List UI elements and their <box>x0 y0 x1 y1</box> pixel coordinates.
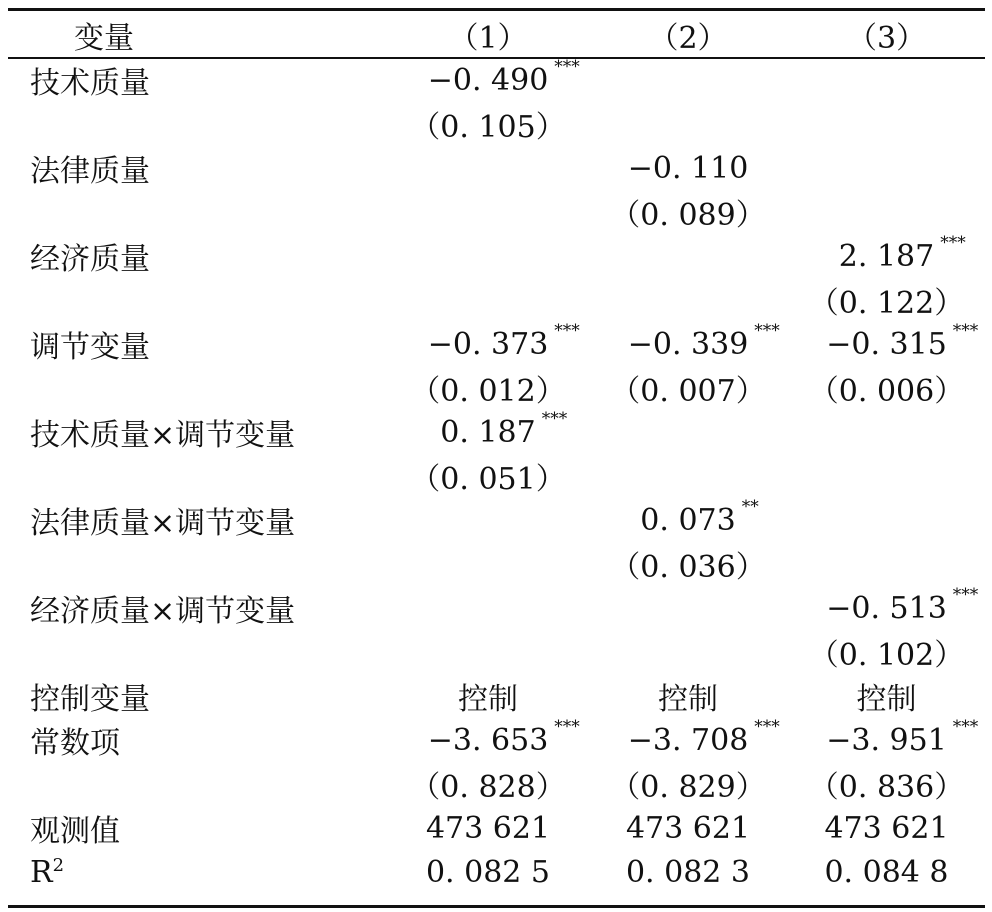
observations-cell: 473 621 <box>824 810 949 846</box>
coef-value <box>427 320 580 362</box>
row-label-empty <box>8 762 388 806</box>
significance-stars: *** <box>940 232 966 253</box>
se-cell <box>588 278 788 322</box>
coef-value <box>627 716 780 758</box>
coef-cell <box>788 322 985 366</box>
coef-cell <box>388 234 588 278</box>
coef-value <box>440 408 568 450</box>
coef-cell <box>388 146 588 190</box>
r-squared-cell: 0. 082 5 <box>425 854 551 890</box>
coef-cell <box>788 718 985 762</box>
coef-cell <box>588 498 788 542</box>
significance-stars: *** <box>541 408 568 429</box>
coef-row <box>8 586 985 630</box>
r-squared-label: R <box>30 854 53 890</box>
r-squared-cell: 0. 084 8 <box>824 854 949 890</box>
significance-stars: *** <box>952 716 979 737</box>
header-row <box>8 11 985 58</box>
row-label-empty <box>8 102 388 146</box>
row-label: 技术质量×调节变量 <box>30 418 296 453</box>
se-cell: （0. 051） <box>410 462 566 497</box>
se-row <box>8 542 985 586</box>
constant-se-row <box>8 762 985 806</box>
coef-text: −3. 708 <box>627 722 749 758</box>
se-cell <box>388 190 588 234</box>
observations-cell: 473 621 <box>425 810 551 846</box>
coef-cell <box>788 410 985 454</box>
regression-table <box>8 11 985 894</box>
row-label: 法律质量 <box>30 154 150 189</box>
row-label-empty <box>8 278 388 322</box>
coef-value <box>838 232 966 274</box>
coef-text: 0. 187 <box>440 414 536 450</box>
row-label-empty <box>8 366 388 410</box>
coef-cell <box>588 234 788 278</box>
row-label <box>8 850 388 894</box>
coef-text: −0. 315 <box>826 326 947 362</box>
control-cell: 控制 <box>458 682 518 717</box>
row-label-empty <box>8 630 388 674</box>
coef-text: −0. 110 <box>627 150 749 186</box>
se-cell <box>388 542 588 586</box>
coef-text: −0. 373 <box>427 326 549 362</box>
coef-cell <box>588 718 788 762</box>
variable-header: 变量 <box>74 20 134 56</box>
coef-value <box>427 56 580 98</box>
r-squared-cell: 0. 082 3 <box>625 854 751 890</box>
se-cell: （0. 012） <box>410 374 566 409</box>
controls-row <box>8 674 985 718</box>
coef-value <box>826 584 979 626</box>
control-cell: 控制 <box>658 682 718 717</box>
se-cell: （0. 036） <box>610 550 766 585</box>
coef-cell <box>388 410 588 454</box>
coef-row <box>8 410 985 454</box>
coef-cell <box>388 718 588 762</box>
row-label: 常数项 <box>30 726 120 761</box>
se-cell <box>788 190 985 234</box>
se-cell <box>388 630 588 674</box>
se-cell <box>788 542 985 586</box>
significance-stars: *** <box>554 320 580 341</box>
se-cell <box>588 630 788 674</box>
row-label-empty <box>8 454 388 498</box>
column-header-2: （2） <box>648 20 728 56</box>
coef-value <box>640 496 759 538</box>
se-row <box>8 278 985 322</box>
coef-text: −0. 490 <box>427 62 549 98</box>
se-cell: （0. 122） <box>808 286 965 321</box>
coef-cell <box>588 410 788 454</box>
coef-text: 0. 073 <box>640 502 736 538</box>
coef-cell <box>788 234 985 278</box>
column-header-3: （3） <box>846 20 927 56</box>
column-header-1: （1） <box>448 20 528 56</box>
row-label: 控制变量 <box>30 682 150 717</box>
constant-coef-row <box>8 718 985 762</box>
coef-cell <box>388 322 588 366</box>
row-label: 观测值 <box>30 814 120 849</box>
se-cell: （0. 089） <box>610 198 766 233</box>
coef-row <box>8 146 985 190</box>
coef-value <box>627 320 780 362</box>
coef-value <box>427 716 580 758</box>
significance-stars: *** <box>554 716 580 737</box>
se-cell: （0. 006） <box>808 374 965 409</box>
se-cell: （0. 828） <box>410 770 566 805</box>
row-label: 经济质量 <box>30 242 150 277</box>
se-cell: （0. 829） <box>610 770 766 805</box>
coef-text: 2. 187 <box>838 238 935 274</box>
significance-stars: *** <box>554 56 580 77</box>
coef-cell <box>788 58 985 102</box>
se-cell: （0. 105） <box>410 110 566 145</box>
se-cell <box>588 454 788 498</box>
coef-row <box>8 498 985 542</box>
se-cell <box>388 278 588 322</box>
se-row <box>8 630 985 674</box>
coef-text: −0. 513 <box>826 590 947 626</box>
coef-cell <box>388 586 588 630</box>
r-squared-row <box>8 850 985 894</box>
coef-row <box>8 234 985 278</box>
table-bottom-rule <box>8 905 985 908</box>
coef-cell <box>588 586 788 630</box>
se-cell <box>588 102 788 146</box>
coef-cell <box>388 58 588 102</box>
se-row <box>8 366 985 410</box>
coef-cell <box>588 146 788 190</box>
se-row <box>8 102 985 146</box>
se-cell: （0. 102） <box>808 638 965 673</box>
row-label-empty <box>8 190 388 234</box>
coef-cell <box>388 498 588 542</box>
significance-stars: *** <box>754 320 780 341</box>
significance-stars: *** <box>754 716 780 737</box>
r-squared-superscript: 2 <box>52 854 65 876</box>
significance-stars: *** <box>952 584 979 605</box>
row-label-empty <box>8 542 388 586</box>
se-cell <box>788 454 985 498</box>
observations-row <box>8 806 985 850</box>
control-cell: 控制 <box>856 682 917 717</box>
se-row <box>8 454 985 498</box>
row-label: 调节变量 <box>30 330 150 365</box>
significance-stars: *** <box>952 320 979 341</box>
se-cell: （0. 007） <box>610 374 766 409</box>
coef-cell <box>588 322 788 366</box>
coef-text: −3. 653 <box>427 722 549 758</box>
coef-value <box>826 716 979 758</box>
row-label: 法律质量×调节变量 <box>30 506 296 541</box>
coef-cell <box>788 498 985 542</box>
coef-cell <box>788 586 985 630</box>
row-label: 技术质量 <box>30 66 150 101</box>
coef-cell <box>588 58 788 102</box>
se-cell: （0. 836） <box>808 770 965 805</box>
coef-row <box>8 58 985 102</box>
significance-stars: ** <box>741 496 759 517</box>
se-row <box>8 190 985 234</box>
coef-cell <box>788 146 985 190</box>
observations-cell: 473 621 <box>625 810 751 846</box>
coef-text: −3. 951 <box>826 722 947 758</box>
coef-value <box>826 320 979 362</box>
se-cell <box>788 102 985 146</box>
coef-row <box>8 322 985 366</box>
coef-text: −0. 339 <box>627 326 749 362</box>
row-label: 经济质量×调节变量 <box>30 594 296 629</box>
coef-value <box>628 151 749 186</box>
